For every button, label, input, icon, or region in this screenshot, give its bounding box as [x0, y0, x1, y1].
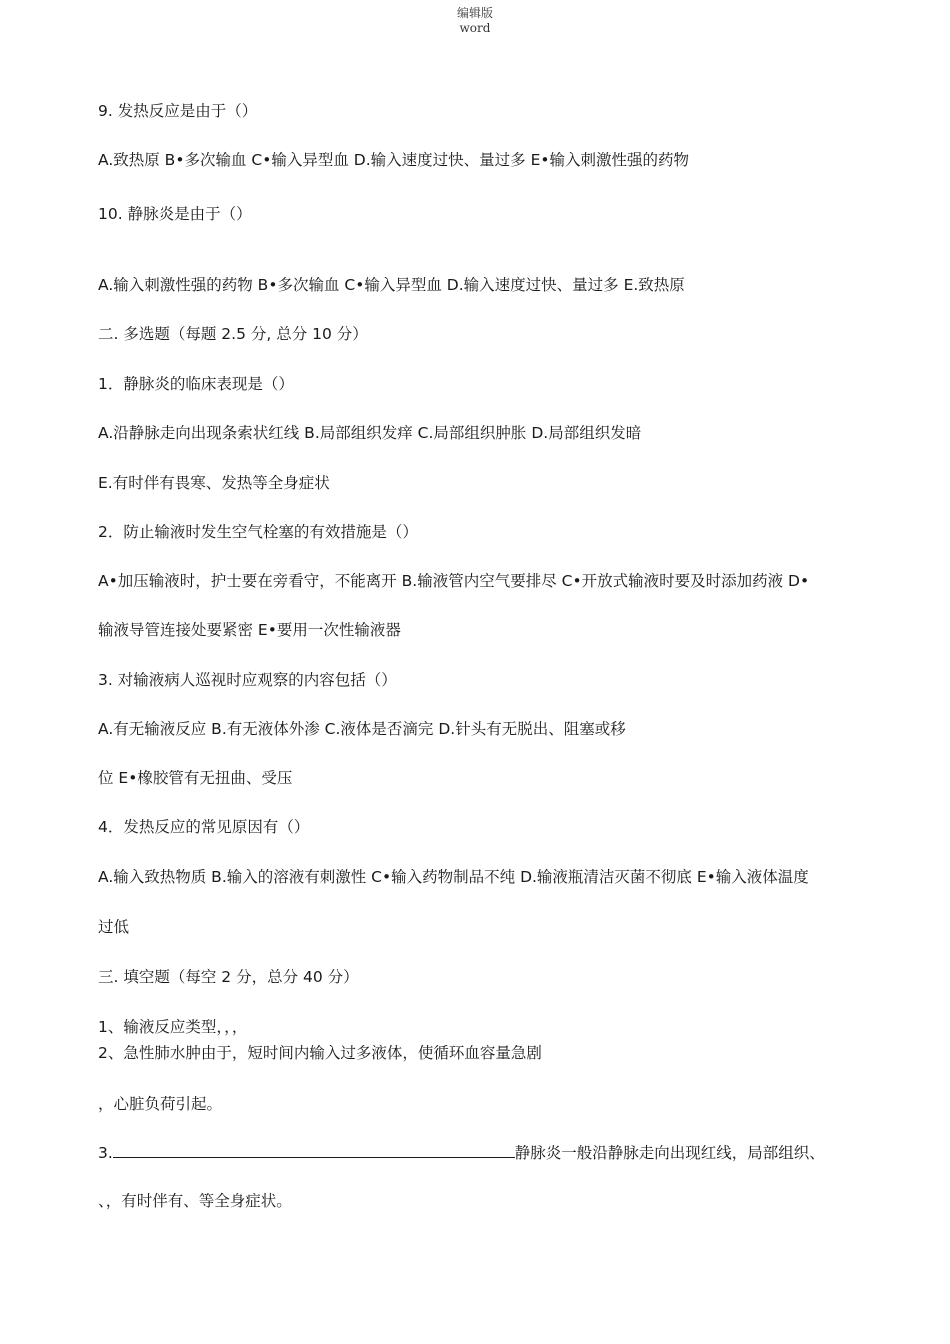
- multi-question-4: 4．发热反应的常见原因有（）: [98, 818, 310, 836]
- multi-question-2: 2．防止输液时发生空气栓塞的有效措施是（）: [98, 523, 418, 541]
- multi-question-2-options-line2: 输液导管连接处要紧密 E•要用一次性输液器: [98, 621, 401, 639]
- multi-question-2-options-line1: A•加压输液时，护士要在旁看守，不能离开 B.输液管内空气要排尽 C•开放式输液时要及时添加药液 D•: [98, 572, 810, 590]
- multi-question-4-options-line2: 过低: [98, 918, 130, 936]
- multi-question-1-options-line2: E.有时伴有畏寒、发热等全身症状: [98, 474, 330, 492]
- fill-question-3-number: 3.: [98, 1144, 113, 1162]
- section-fill-blank-title: 三. 填空题（每空 2 分，总分 40 分）: [98, 968, 359, 986]
- multi-question-4-options-line1: A.输入致热物质 B.输入的溶液有刺激性 C•输入药物制品不纯 D.输液瓶清洁灭菌不彻底 E•输入液体温度: [98, 868, 809, 886]
- question-9: 9. 发热反应是由于（）: [98, 102, 258, 120]
- multi-question-1-options-line1: A.沿静脉走向出现条索状红线 B.局部组织发痒 C.局部组织肿胀 D.局部组织发暗: [98, 424, 642, 442]
- fill-blank-underline[interactable]: [113, 1141, 515, 1158]
- question-9-options: A.致热原 B•多次输血 C•输入异型血 D.输入速度过快、量过多 E•输入刺激性强的药物: [98, 151, 690, 169]
- document-header: [0, 6, 950, 36]
- multi-question-3: 3. 对输液病人巡视时应观察的内容包括（）: [98, 671, 397, 689]
- question-10-options: A.输入刺激性强的药物 B•多次输血 C•输入异型血 D.输入速度过快、量过多 E.致热原: [98, 276, 685, 294]
- fill-question-1: 1、输液反应类型，，，: [98, 1018, 248, 1036]
- fill-question-3-line1: [98, 1141, 825, 1164]
- header-edition-label: 编辑版: [456, 6, 493, 20]
- multi-question-3-options-line2: 位 E•橡胶管有无扭曲、受压: [98, 769, 293, 787]
- fill-question-2-line1: 2、急性肺水肿由于，短时间内输入过多液体，使循环血容量急剧: [98, 1044, 542, 1062]
- fill-question-3-line2: 、，有时伴有、等全身症状。: [98, 1192, 292, 1210]
- fill-question-2-line2: ，心脏负荷引起。: [98, 1095, 223, 1113]
- question-10: 10. 静脉炎是由于（）: [98, 205, 252, 223]
- multi-question-3-options-line1: A.有无输液反应 B.有无液体外渗 C.液体是否滴完 D.针头有无脱出、阻塞或移: [98, 720, 626, 738]
- header-word-label: word: [459, 21, 491, 35]
- section-multiple-choice-title: 二. 多选题（每题 2.5 分, 总分 10 分）: [98, 325, 368, 343]
- fill-question-3-text: 静脉炎一般沿静脉走向出现红线，局部组织、: [514, 1144, 825, 1162]
- multi-question-1: 1．静脉炎的临床表现是（）: [98, 375, 294, 393]
